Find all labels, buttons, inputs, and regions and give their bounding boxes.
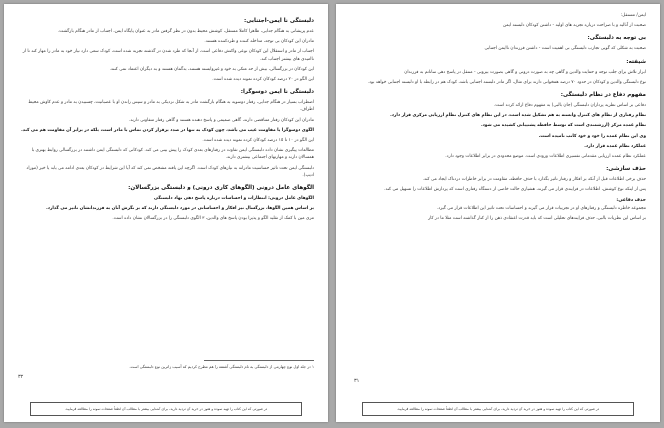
right-page-text bbox=[352, 12, 646, 382]
page-footer-box: در صورتی که این کتاب را تهیه نموده و هنوز در خرید آن تردید دارید، برای آشنایی بیشتر با مطالب آن لطفاً صفحات نمونه را مطالعه فرمایید. bbox=[362, 402, 634, 416]
paragraph: پس از اینکه نوع کوشش، اطلاعات در فرایندی قرار می گیرند، هشیاری حالت خاصی از دستگاه رفتاری است که پردازش اطلاعات را تسهیل می کند. bbox=[384, 187, 646, 193]
paragraph: دلبستگی ایمن تحت تاثیر حساسیت مادرانه به نیازهای کودک است. اگرچه این یافته مشخص نمی کند که آیا این شرایط در کودکان بعدی ادامه می یابد یا خیر (موراد ادیپ). bbox=[26, 165, 314, 178]
section-heading: دلبستگی نا ایمن-اجتنابی: bbox=[244, 18, 314, 24]
paragraph: حذف برخی اطلاعات قبل از آنکه بر افکار و رفتار تاثیر بگذارد با حذف حافظه، مقاومت در برابر خاطرات دردناک ایجاد می کند. bbox=[422, 177, 646, 183]
footnote-rule bbox=[204, 360, 314, 361]
paragraph: ابراز تلاش برای جلب توجه و حمایت والدین و گاهی چه به صورت درونی و گاهی بصورت بیرونی - منتقل در پاسخ دهی ساناتم به فرزندان bbox=[404, 69, 646, 75]
page-number: ٣١ bbox=[354, 378, 360, 384]
paragraph: عملکرد نظام عمده قرار دارد. bbox=[584, 143, 646, 149]
section-heading: حذف سازشی: bbox=[606, 166, 646, 173]
left-page bbox=[4, 4, 328, 422]
subheading: حذف دفاعی: bbox=[616, 197, 646, 203]
paragraph: نظام عمده مرکز (ارزشمندی است که توسط حافظه پشتیبانی کشیده می شود. bbox=[480, 123, 646, 129]
page-number: ٣٢ bbox=[18, 374, 24, 380]
paragraph: عملکرد نظام عمده ارزیابی مقدماتی تفسیری اطلاعات ورودی است. موضع محدودی در برابر اطلاعات وجود دارد. bbox=[445, 154, 646, 160]
paragraph: مجموعه خاطره دلبستگی و رفتارهای او در تجربیات قرار می گیرند و احساسات تحت تاثیر این اطلاعات قرار می گیرد. bbox=[436, 205, 646, 211]
section-heading: مفهوم دفاع در نظام دلبستگی: bbox=[560, 92, 646, 99]
left-page-text bbox=[20, 12, 314, 382]
section-heading: دلبستگی نا ایمن دوسوگرا: bbox=[240, 89, 314, 96]
paragraph: ایمن/ مستقل: bbox=[620, 13, 646, 18]
section-heading: شیفته: bbox=[626, 58, 646, 65]
page-footer-box: در صورتی که این کتاب را تهیه نموده و هنوز در خرید آن تردید دارید، برای آشنایی بیشتر با مطالب آن لطفاً صفحات نمونه را مطالعه فرمایید. bbox=[30, 402, 302, 416]
section-heading: الگوهای عامل درونی (الگوهای کاری درونی) و دلبستگی بزرگسالان: bbox=[128, 185, 314, 192]
paragraph: نظام رفتاری از نظام های کنترل وابسته به هم تشکیل شده است، در این نظام های کنترل نظام ارزیابی مرکزی قرار دارد. bbox=[390, 113, 646, 119]
paragraph: این کودکان در بزرگسالی، بیش از حد متکی به خود و غیروابسته هستند، بدگمان هستند و به دیگران اعتماد نمی کنند. bbox=[109, 66, 314, 72]
paragraph: این الگو در ١٠ تا ١٥ درصد کودکان کرده نمونه دیده شده است. bbox=[202, 138, 314, 144]
paragraph: صحبت از آنالیه و با صراحت درباره تجربه های اولیه - داشتن کودکان دلبسته ایمن bbox=[503, 23, 646, 29]
paragraph: الگوهای عامل درونی: انتظارات و احساسات درباره پاسخ دهی نهاد دلبستگی bbox=[154, 196, 314, 202]
paragraph: مادران این کودکان بی توجه، مداخله کننده و طردکننده هستند. bbox=[204, 39, 314, 45]
paragraph: بر اساس همین الگوها، بزرگسال نیز افکار و احساساتی در مورد دلبستگی دارند که بر نگرش آنان به فرزندانشان تاثیر می گذارد. bbox=[46, 206, 314, 212]
paragraph: وی این نظام عمده را خود و خود کانب نامیده است. bbox=[538, 133, 646, 139]
section-heading: بی توجه به دلبستگی: bbox=[587, 35, 646, 42]
paragraph: مری مین با کمک از تقلید الگو و پذیرا بودن پاسخ های والدین، ٣ الگوی دلبستگی را در بزرگسالان نشان داده است. bbox=[112, 216, 314, 222]
paragraph: مادران این کودکان رفتار متناقضی دارند، گاهی صمیمی و پاسخ دهنده هستند و گاهی رفتار متفاوتی دارند. bbox=[128, 117, 314, 123]
paragraph: اضطراب بسیار در هنگام جدایی، رفتار دوسویه به هنگام بازگشت مادر به شکل نزدیکی به مادر و سپس راندن او با عصبانیت، چسبیدن به مادر و عدم کاوش محیط اطراف. bbox=[28, 100, 314, 113]
paragraph: الگوی دوسوگرا یا مقاومت عیب می باشد، چون کودک به تنها در صدد برقرار کردن تماس با مادر است، بلکه در برابر آن مقاومت هم می کند. bbox=[21, 127, 314, 133]
footnote: ١ در جلد اول نوع چهارمی از دلبستگی به نام دلبستگی آشفته را هم مطرح کردیم که آسیب زاترین نوع دلبستگی است. bbox=[129, 364, 314, 369]
paragraph: این الگو در ٢٠ درصد کودکان کرده نمونه دیده شده است. bbox=[212, 77, 314, 83]
paragraph: عدم پریشانی به هنگام جدایی، ظاهرا کاملا مستقل، کوشش محیط بدون در نظر گرفتن مادر به عنوان پایگاه ایمن، اجتناب از مادر هنگام بازگشت. bbox=[57, 29, 314, 34]
paragraph: صحبت به شکلی که گویی تجارب دلبستگی بی اهمیت است - داشتن فرزندان ناایمن اجتنابی bbox=[484, 46, 646, 52]
paragraph: دفاعی بر اساس نظریه پردازان دلبستگی (جان بالبی) به مفهوم دفاع ارائه کرده است. bbox=[493, 103, 646, 109]
paragraph: اجتناب از مادر و استقلال این کودکان نوعی واکنش دفاعی است، از آنجا که طرد شدن در گذشته تجربه شده است، کودک سعی دارد نیاز خود به مادر را مهار کند تا از ناامیدی های بیشتر اجتناب کند. bbox=[22, 49, 314, 62]
paragraph: نوع دلبستگی والدین و کودکان در حدود ٧٠ درصد همخوانی دارند برای مثال، اگر مادر دلبسته اجتنابی باشد، کودک هم در رابطه با او دلبسته اجتنابی خواهد بود. bbox=[367, 79, 646, 85]
paragraph: بر اساس این نظریات بالبی، حذف فرایندهای تحلیلی است که باید قدرت اعتقادی ذهن را از کنار گذاشته است مثلا ما در کار bbox=[428, 215, 646, 221]
right-page bbox=[336, 4, 660, 422]
paragraph: مطالعات پیگیری نشان داده دلبستگی ایمن تفاوت در رفتارهای بعدی کودک را پیش بینی می کند. کودکانی که دلبستگی ایمن داشتند در بزرگسالی روابط بهتری با همسالان دارند و مهارتهای اجتماعی بیشتری دارند. bbox=[31, 148, 314, 161]
